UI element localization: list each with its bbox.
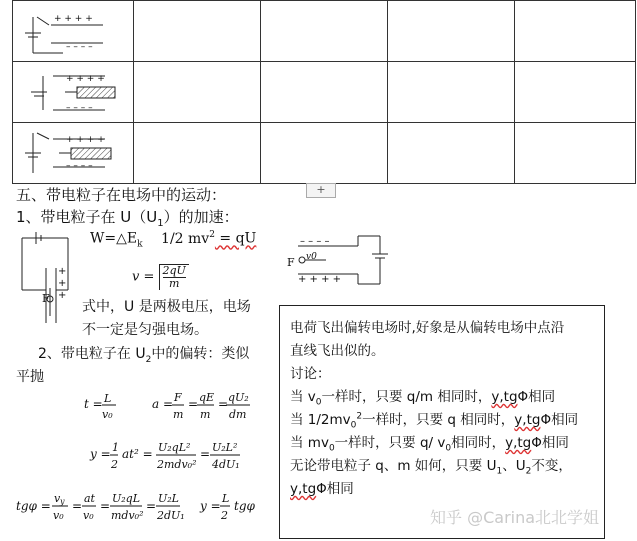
svg-text:U₂qL: U₂qL [112, 492, 141, 505]
table-cell [261, 123, 388, 184]
box-line-7: 无论带电粒子 q、m 如何，只要 $U_1$、$U_2$不变， [290, 458, 572, 477]
box-line-8: y,tgΦ相同 [290, 481, 354, 497]
diagram-plus-label: + + + + [54, 14, 93, 24]
svg-text:v: v [54, 492, 61, 505]
section-title: 五、带电粒子在电场中的运动： [16, 186, 227, 204]
svg-text:2: 2 [111, 458, 118, 471]
svg-text:v₀: v₀ [102, 408, 113, 421]
svg-text:=: = [100, 499, 111, 513]
comparison-table [12, 0, 636, 184]
subsection-2-title: 2、带电粒子在 $U_2$中的偏转：类似 [38, 346, 250, 365]
svg-text:F: F [174, 391, 182, 404]
table-row [13, 62, 636, 123]
svg-text:=: = [200, 447, 211, 461]
capacitor-diagram-2 [13, 62, 133, 122]
table-cell-capacitor-2 [13, 62, 134, 123]
svg-text:m: m [200, 408, 211, 421]
svg-text:qE: qE [199, 391, 215, 404]
svg-text:tgφ =: tgφ = [16, 499, 51, 513]
deflection-force-label: F [287, 256, 295, 269]
svg-text:2mdv₀²: 2mdv₀² [157, 458, 197, 471]
velocity-formula: v = $\frac{2qU}{m}$ [132, 264, 189, 290]
table-cell-capacitor-1 [13, 1, 134, 62]
svg-text:dm: dm [229, 408, 247, 421]
svg-text:m: m [173, 408, 184, 421]
capacitor-diagram-1 [13, 1, 133, 61]
deflection-v0-label: v0 [306, 252, 317, 262]
svg-text:at² =: at² = [122, 447, 153, 461]
table-cell [261, 1, 388, 62]
table-cell [134, 62, 261, 123]
box-line-3: 讨论： [290, 366, 331, 382]
table-cell [134, 1, 261, 62]
svg-text:2: 2 [221, 509, 228, 522]
table-cell [515, 1, 636, 62]
table-cell [261, 62, 388, 123]
svg-text:y: y [60, 497, 65, 506]
deflection-plus-label: + + + + [298, 274, 342, 285]
box-line-2: 直线飞出似的。 [290, 343, 385, 359]
table-row [13, 123, 636, 184]
svg-text:U₂L²: U₂L² [212, 441, 238, 454]
svg-text:4dU₁: 4dU₁ [212, 458, 240, 471]
deflection-equations [14, 390, 276, 540]
svg-text:y =: y = [200, 499, 221, 513]
svg-text:at: at [84, 492, 95, 505]
box-line-1: 电荷飞出偏转电场时,好象是从偏转电场中点沿 [290, 320, 565, 336]
svg-text:=: = [188, 397, 199, 411]
work-energy-formula: $W=\triangle E_k$ 1/2 $mv^2$ = qU [90, 230, 257, 250]
table-cell [388, 1, 515, 62]
force-label: F [42, 292, 50, 305]
svg-text:1: 1 [112, 441, 119, 454]
description-line-1: 式中，U 是两极电压，电场 [82, 299, 251, 315]
table-row [13, 1, 636, 62]
svg-text:tgφ: tgφ [234, 499, 255, 513]
table-cell [515, 62, 636, 123]
svg-text:v₀: v₀ [53, 509, 64, 522]
diagram-minus-label: – – – – [66, 161, 93, 171]
svg-text:L: L [104, 392, 112, 405]
subsection-2-title-cont: 平抛 [16, 369, 44, 385]
svg-text:t =: t = [84, 397, 103, 411]
svg-text:L: L [222, 492, 230, 505]
diagram-plus-label: + + + + [66, 135, 105, 145]
table-cell [134, 123, 261, 184]
accelerator-plus-signs: + + + [58, 266, 67, 301]
diagram-plus-label: + + + + [66, 74, 105, 84]
description-line-2: 不一定是匀强电场。 [82, 322, 208, 338]
svg-text:y =: y = [90, 447, 111, 461]
add-row-button[interactable]: + [306, 183, 336, 198]
box-line-4: 当 $v_0$一样时，只要 q/m 相同时，y,tgΦ相同 [290, 389, 556, 408]
svg-text:U₂L: U₂L [158, 492, 179, 505]
capacitor-diagram-3 [13, 123, 133, 183]
box-line-5: 当 $1/2mv_0^2$一样时，只要 q 相同时，y,tgΦ相同 [290, 411, 579, 431]
svg-text:v₀: v₀ [83, 509, 94, 522]
box-line-6: 当 $mv_0$一样时，只要 q/ $v_0$相同时，y,tgΦ相同 [290, 435, 569, 454]
svg-text:U₂qL²: U₂qL² [158, 441, 191, 454]
watermark: 知乎 @Carina北北学姐 [430, 508, 600, 527]
diagram-minus-label: – – – – [66, 103, 93, 113]
diagram-minus-label: – – – – [66, 42, 93, 52]
discussion-box [279, 305, 605, 539]
table-cell [388, 123, 515, 184]
svg-text:=: = [72, 499, 83, 513]
svg-text:=: = [146, 499, 157, 513]
svg-text:a =: a = [152, 397, 174, 411]
svg-text:qU₂: qU₂ [228, 391, 249, 404]
table-cell-capacitor-3 [13, 123, 134, 184]
table-cell [515, 123, 636, 184]
svg-text:=: = [218, 397, 229, 411]
svg-text:2dU₁: 2dU₁ [157, 509, 185, 522]
deflection-minus-label: – – – – [300, 236, 330, 247]
subsection-1-title: 1、带电粒子在 $U(U_1)$的加速： [16, 208, 239, 229]
svg-text:mdv₀²: mdv₀² [111, 509, 144, 522]
table-cell [388, 62, 515, 123]
